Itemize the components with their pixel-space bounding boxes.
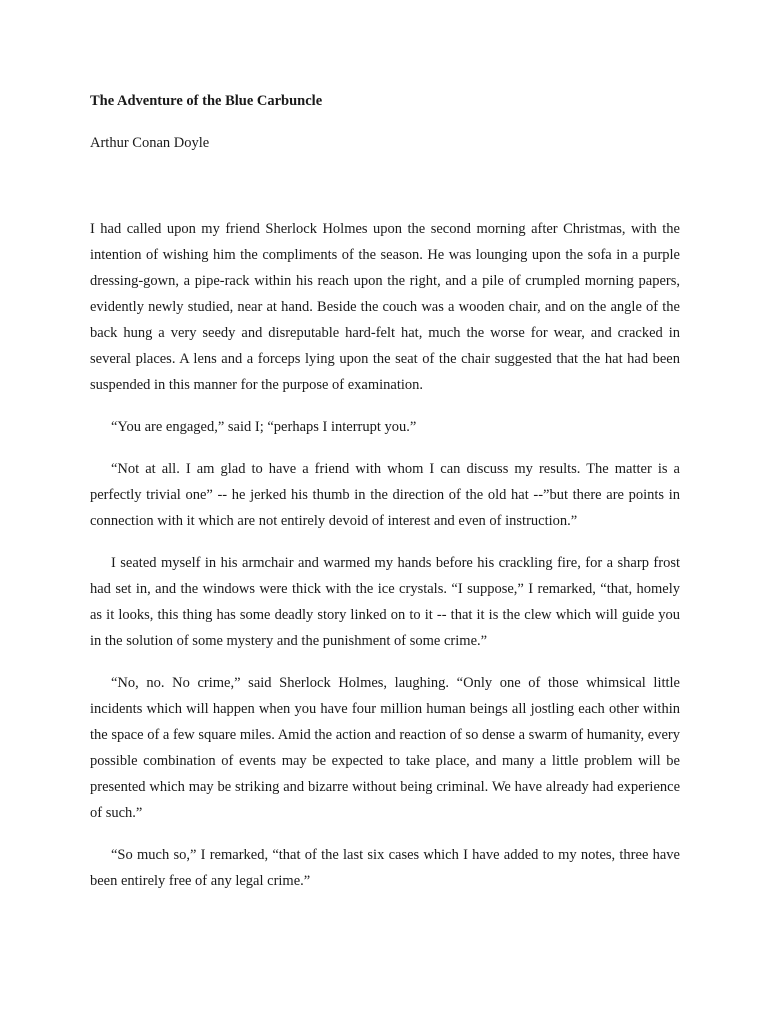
- document-author: Arthur Conan Doyle: [90, 135, 210, 151]
- document-body: [90, 216, 680, 910]
- paragraph-4: I seated myself in his armchair and warmed my hands before his crackling fire, for a sharp frost had set in, and the windows were thick with the ice crystals. “I suppose,” I remarked, “that, homely as it looks, this thing has some deadly story linked on to it -- that it is the clew which will guide you in the solution of some mystery and the punishment of some crime.”: [90, 555, 680, 649]
- paragraph-5: “No, no. No crime,” said Sherlock Holmes, laughing. “Only one of those whimsical little incidents which will happen when you have four million human beings all jostling each other within the space of a few square miles. Amid the action and reaction of so dense a swarm of humanity, every possible combination of events may be expected to take place, and many a little problem will be presented which may be striking and bizarre without being criminal. We have already had experience of such.”: [90, 675, 680, 821]
- document-title: The Adventure of the Blue Carbuncle: [90, 93, 323, 109]
- paragraph-1: I had called upon my friend Sherlock Holmes upon the second morning after Christmas, with the intention of wishing him the compliments of the season. He was lounging upon the sofa in a purple dressing-gown, a pipe-rack within his reach upon the right, and a pile of crumpled morning papers, evidently newly studied, near at hand. Beside the couch was a wooden chair, and on the angle of the back hung a very seedy and disreputable hard-felt hat, much the worse for wear, and cracked in several places. A lens and a forceps lying upon the seat of the chair suggested that the hat had been suspended in this manner for the purpose of examination.: [90, 221, 680, 393]
- paragraph-2: “You are engaged,” said I; “perhaps I interrupt you.”: [111, 419, 417, 435]
- paragraph-3: “Not at all. I am glad to have a friend with whom I can discuss my results. The matter is a perfectly trivial one” -- he jerked his thumb in the direction of the old hat --”but there are points in connection with it which are not entirely devoid of interest and even of instruction.”: [90, 461, 680, 529]
- paragraph-6: “So much so,” I remarked, “that of the last six cases which I have added to my notes, three have been entirely free of any legal crime.”: [90, 847, 680, 889]
